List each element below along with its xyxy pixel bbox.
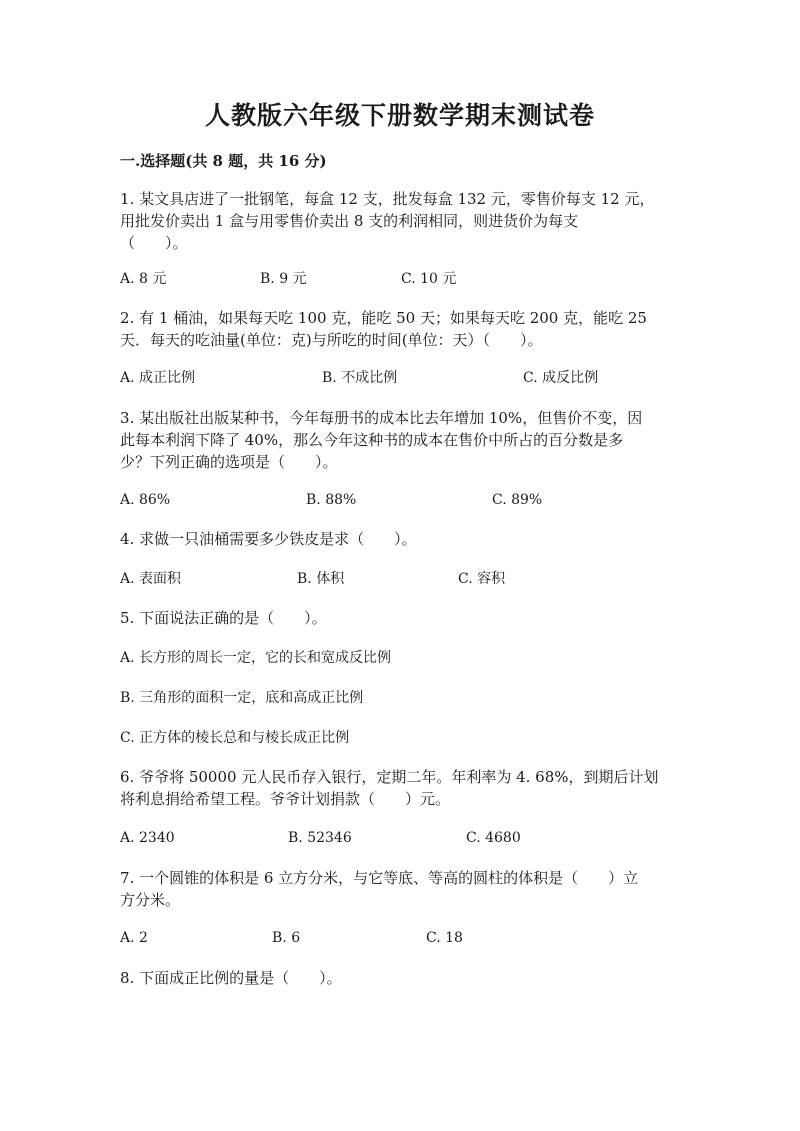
question-line: 将利息捐给希望工程。爷爷计划捐款（ ）元。 <box>120 790 451 808</box>
question-line: 少？下列正确的选项是（ ）。 <box>120 453 338 471</box>
option-a: A. 成正比例 <box>120 370 196 386</box>
option-c: C. 18 <box>426 930 463 946</box>
question-8 <box>120 967 685 989</box>
question-line: 4. 求做一只油桶需要多少铁皮是求（ ）。 <box>120 530 417 548</box>
option-a: A. 长方形的周长一定，它的长和宽成反比例 <box>120 650 392 666</box>
question-line: 7. 一个圆锥的体积是 6 立方分米，与它等底、等高的圆柱的体积是（ ）立 <box>120 869 639 887</box>
option-c: C. 89% <box>492 492 543 508</box>
question-6-options <box>120 827 685 849</box>
option-c: C. 成反比例 <box>523 370 599 386</box>
option-b: B. 88% <box>306 492 357 508</box>
option-b: B. 体积 <box>297 571 345 587</box>
option-a: A. 2340 <box>120 830 175 846</box>
question-line: 3. 某出版社出版某种书，今年每册书的成本比去年增加 10%，但售价不变，因 <box>120 409 643 427</box>
question-line: 此每本利润下降了 40%，那么今年这种书的成本在售价中所占的百分数是多 <box>120 431 624 449</box>
question-line: 1. 某文具店进了一批钢笔，每盒 12 支，批发每盒 132 元，零售价每支 12 元， <box>120 190 655 208</box>
question-4-options <box>120 568 685 590</box>
option-b: B. 三角形的面积一定，底和高成正比例 <box>120 690 364 706</box>
question-line: 6. 爷爷将 50000 元人民币存入银行，定期二年。年利率为 4. 68%，到期后计划 <box>120 768 659 786</box>
page-title: 人教版六年级下册数学期末测试卷 <box>204 101 595 130</box>
question-7-options <box>120 927 685 949</box>
section-heading: 一.选择题(共 8 题，共 16 分) <box>120 152 327 170</box>
question-2-options <box>120 367 685 389</box>
option-a: A. 86% <box>120 492 171 508</box>
option-c: C. 容积 <box>458 571 506 587</box>
question-line: 用批发价卖出 1 盒与用零售价卖出 8 支的利润相同，则进货价为每支 <box>120 212 579 230</box>
option-a: A. 表面积 <box>120 571 182 587</box>
question-1 <box>120 188 685 254</box>
option-a: A. 2 <box>120 930 148 946</box>
question-line: 2. 有 1 桶油，如果每天吃 100 克，能吃 50 天；如果每天吃 200 克，能吃 25 <box>120 309 647 327</box>
question-line: （ ）。 <box>120 234 188 252</box>
question-1-options <box>120 268 685 290</box>
question-line: 5. 下面说法正确的是（ ）。 <box>120 609 327 627</box>
question-7 <box>120 867 685 911</box>
option-b: B. 9 元 <box>260 271 307 287</box>
option-c: C. 4680 <box>466 830 521 846</box>
option-a: A. 8 元 <box>120 271 167 287</box>
option-c: C. 10 元 <box>401 271 457 287</box>
question-3 <box>120 407 685 473</box>
question-line: 8. 下面成正比例的量是（ ）。 <box>120 969 342 987</box>
option-b: B. 不成比例 <box>322 370 398 386</box>
question-4 <box>120 528 685 550</box>
question-6 <box>120 766 685 810</box>
question-line: 天．每天的吃油量(单位：克)与所吃的时间(单位：天）（ ）。 <box>120 331 543 349</box>
option-b: B. 6 <box>272 930 301 946</box>
option-b: B. 52346 <box>288 830 352 846</box>
question-5 <box>120 607 685 629</box>
option-c: C. 正方体的棱长总和与棱长成正比例 <box>120 730 350 746</box>
question-line: 方分米。 <box>120 891 181 909</box>
question-3-options <box>120 489 685 511</box>
question-2 <box>120 307 685 351</box>
